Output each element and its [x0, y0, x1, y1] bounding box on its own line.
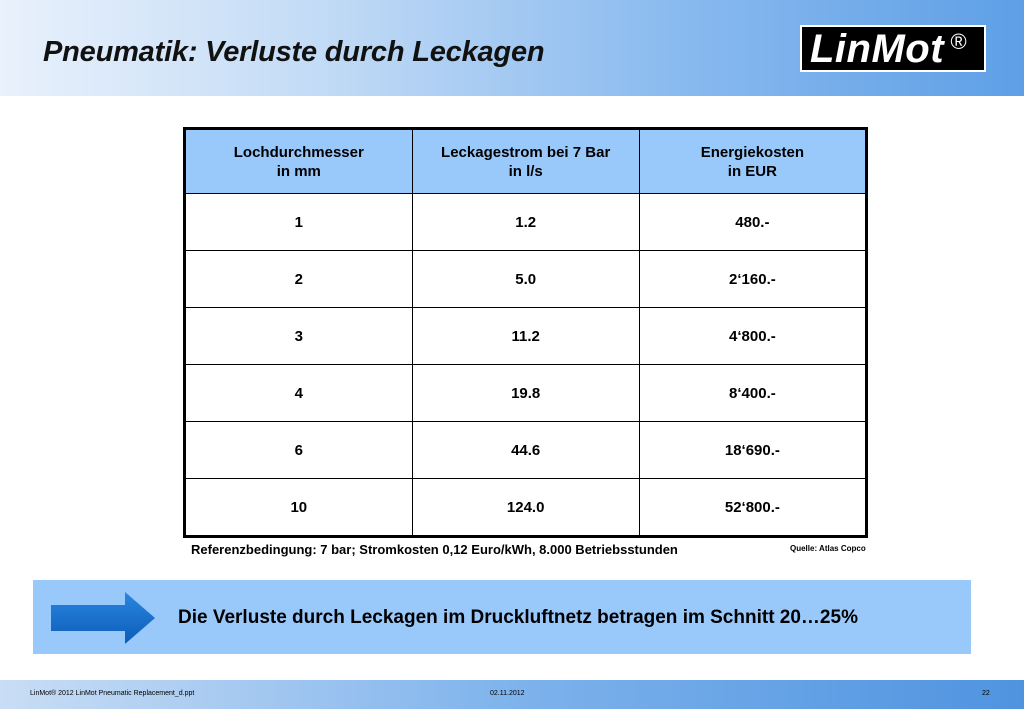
leakage-table [183, 127, 868, 538]
cell-diameter: 3 [185, 308, 413, 365]
linmot-logo [800, 25, 986, 72]
header-hole-diameter: Lochdurchmesser in mm [185, 129, 413, 194]
cell-diameter: 4 [185, 365, 413, 422]
footer-date: 02.11.2012 [490, 690, 525, 697]
cell-diameter: 1 [185, 194, 413, 251]
cell-diameter: 2 [185, 251, 413, 308]
table-row [185, 479, 867, 537]
source-note: Quelle: Atlas Copco [790, 544, 866, 553]
cell-flow: 1.2 [412, 194, 639, 251]
header-energy-cost: Energiekosten in EUR [639, 129, 866, 194]
cell-cost: 4‘800.- [639, 308, 866, 365]
cell-cost: 2‘160.- [639, 251, 866, 308]
footer-file: LinMot® 2012 LinMot Pneumatic Replacement_d.ppt [30, 690, 195, 697]
summary-text: Die Verluste durch Leckagen im Druckluftnetz betragen im Schnitt 20…25% [178, 607, 858, 628]
slide-title: Pneumatik: Verluste durch Leckagen [43, 36, 545, 68]
cell-cost: 8‘400.- [639, 365, 866, 422]
cell-flow: 44.6 [412, 422, 639, 479]
table-header-row [185, 129, 867, 194]
header-leakage-flow: Leckagestrom bei 7 Bar in l/s [412, 129, 639, 194]
table-row [185, 251, 867, 308]
cell-flow: 19.8 [412, 365, 639, 422]
cell-diameter: 6 [185, 422, 413, 479]
cell-flow: 124.0 [412, 479, 639, 537]
summary-banner [33, 580, 971, 654]
table-row [185, 194, 867, 251]
cell-flow: 11.2 [412, 308, 639, 365]
page-number: 22 [982, 690, 990, 697]
registered-mark: ® [950, 28, 967, 54]
table-row [185, 308, 867, 365]
cell-flow: 5.0 [412, 251, 639, 308]
cell-cost: 480.- [639, 194, 866, 251]
cell-cost: 52‘800.- [639, 479, 866, 537]
table-row [185, 365, 867, 422]
arrow-right-icon [51, 592, 155, 644]
cell-diameter: 10 [185, 479, 413, 537]
cell-cost: 18‘690.- [639, 422, 866, 479]
footer-bar [0, 680, 1024, 709]
reference-conditions: Referenzbedingung: 7 bar; Stromkosten 0,12 Euro/kWh, 8.000 Betriebsstunden [191, 542, 678, 557]
table-row [185, 422, 867, 479]
logo-text: LinMot [810, 26, 945, 71]
header-bar [0, 0, 1024, 96]
